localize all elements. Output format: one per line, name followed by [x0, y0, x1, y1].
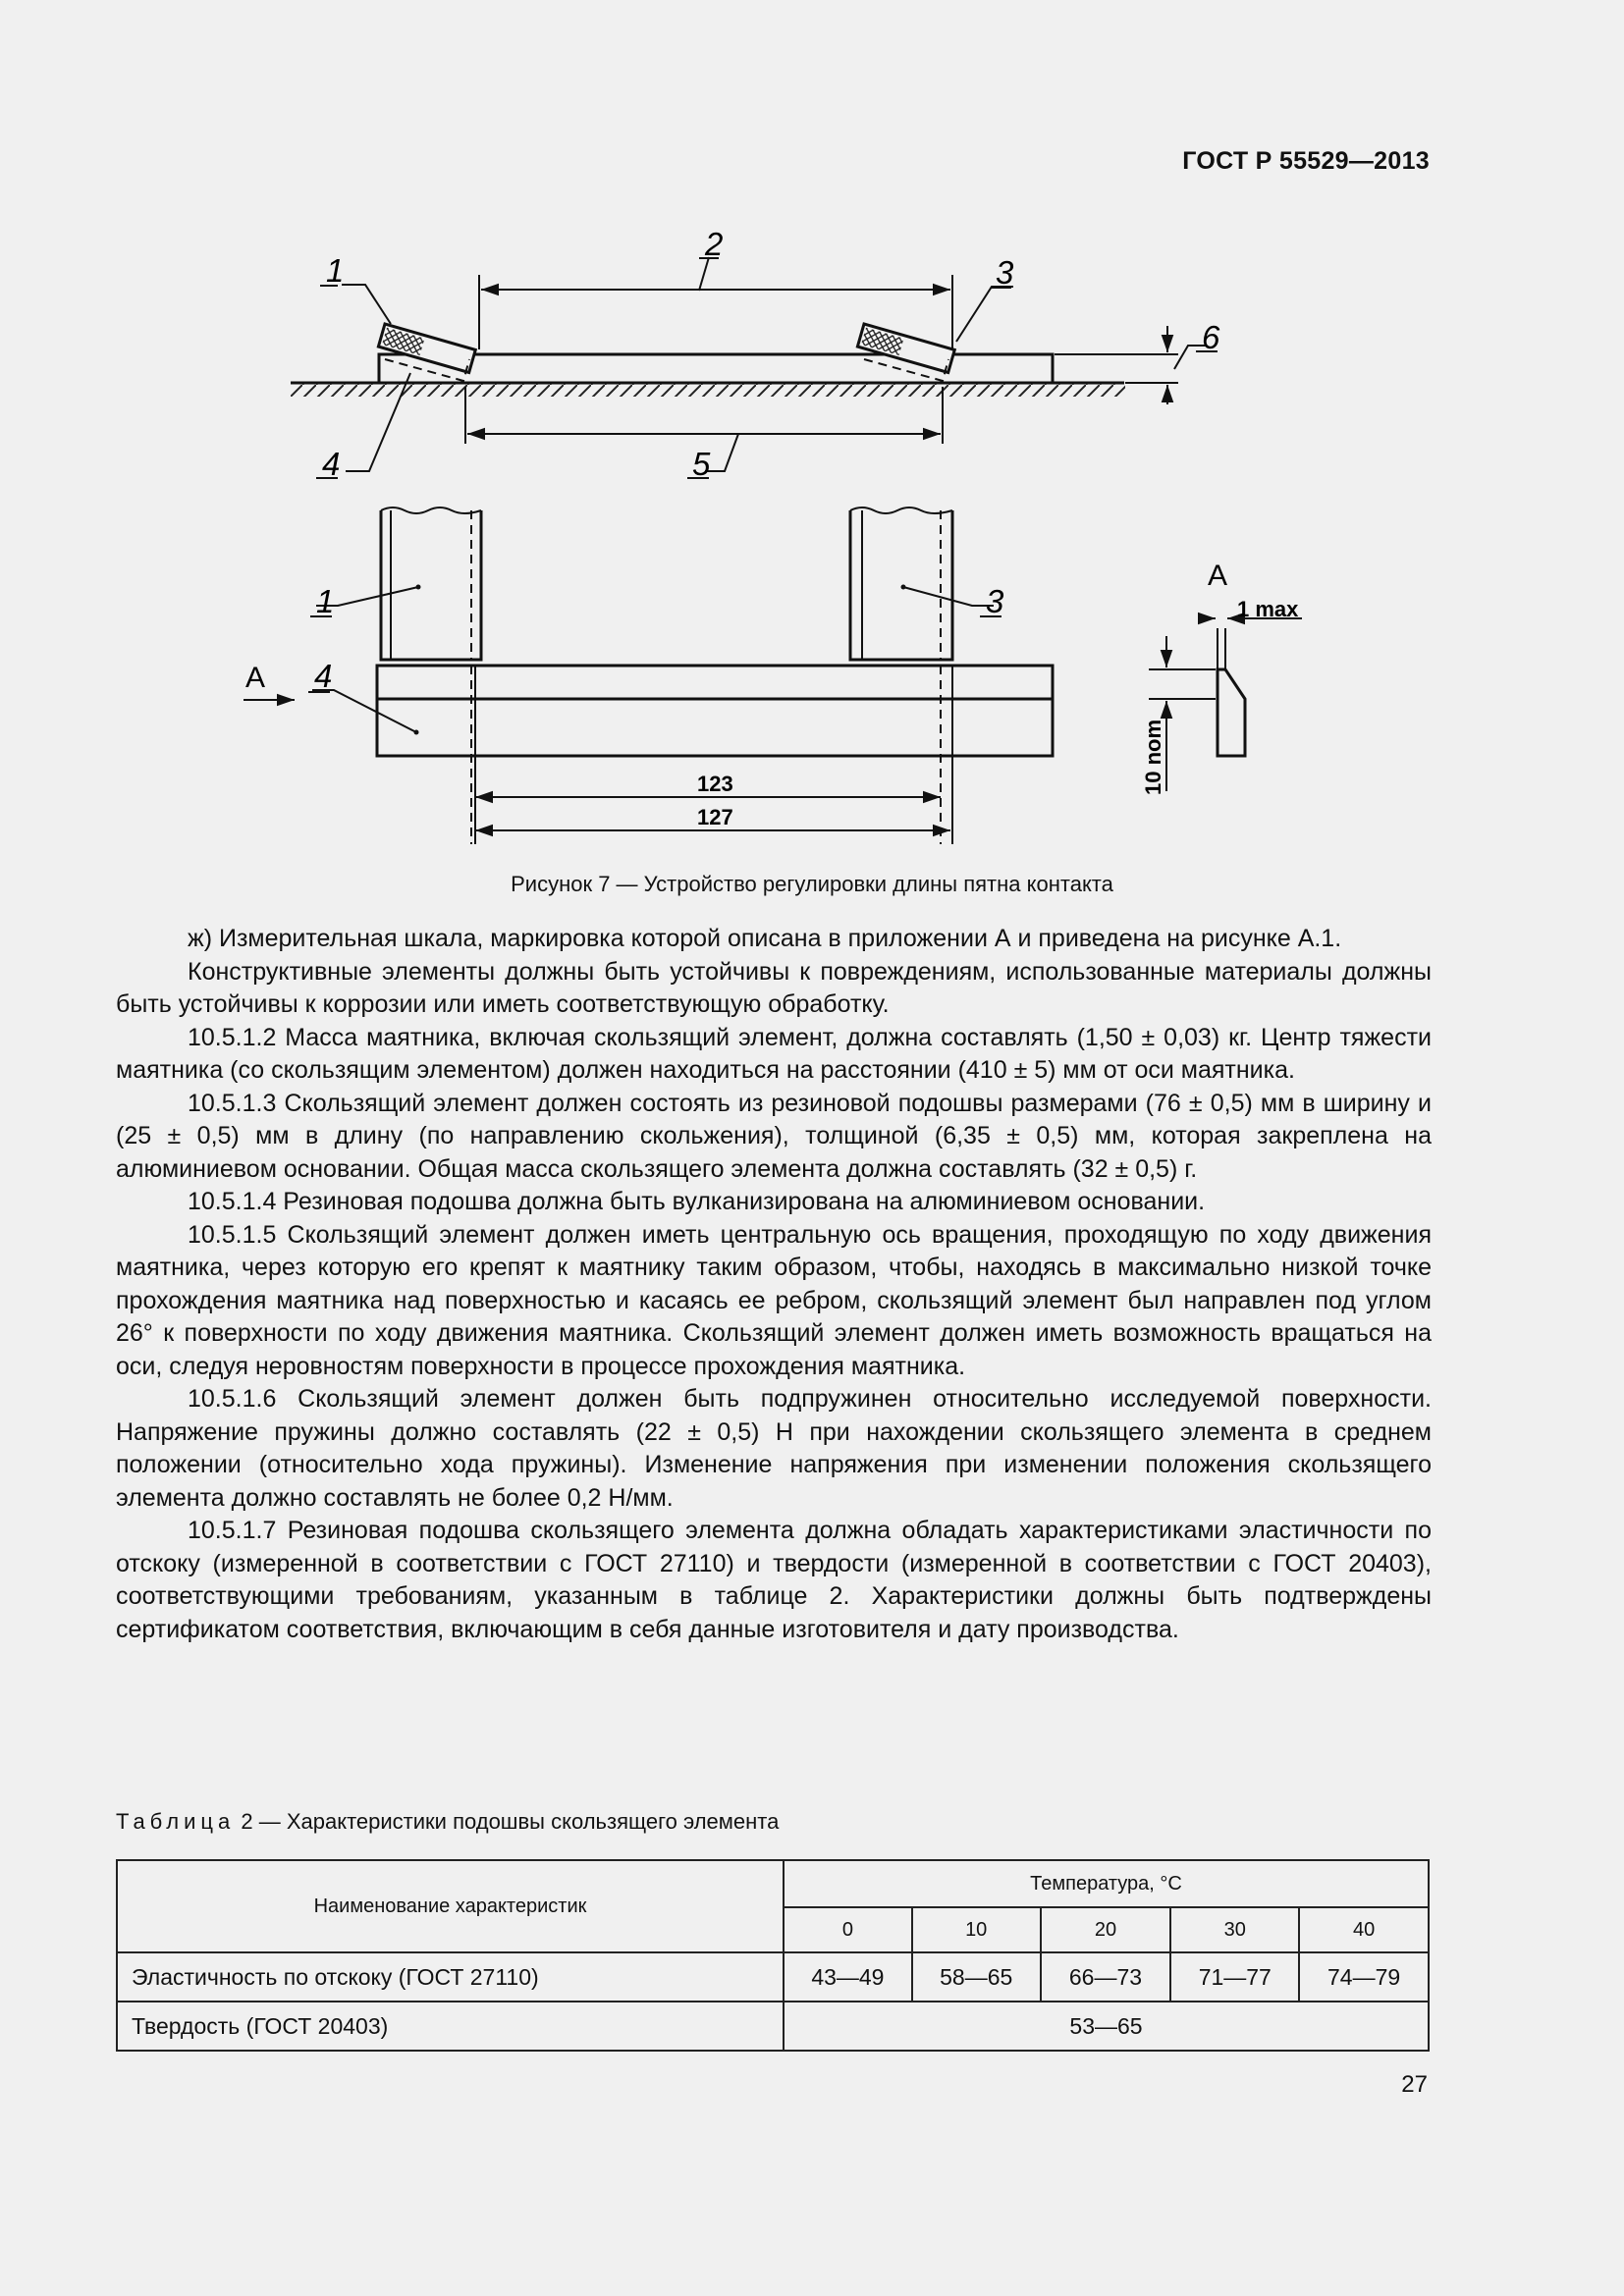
table-row-elasticity [117, 1952, 1429, 2002]
callout-2-side: 2 [705, 226, 724, 262]
cell-elasticity-40: 74—79 [1299, 1952, 1429, 2002]
dimension-127: 127 [697, 805, 733, 829]
callout-4-plan: 4 [314, 658, 333, 694]
paragraph-item-zh: ж) Измерительная шкала, маркировка которой описана в приложении А и приведена на рисунке А.1. [188, 925, 1342, 952]
row-hardness-name: Твердость (ГОСТ 20403) [117, 2002, 784, 2051]
slider-right-side [857, 324, 954, 373]
header-temp-40: 40 [1299, 1907, 1429, 1952]
view-letter-a-detail: A [1208, 560, 1228, 592]
table-row-hardness [117, 2002, 1429, 2051]
header-temperature: Температура, °С [784, 1860, 1429, 1907]
document-code-header: ГОСТ Р 55529—2013 [1182, 147, 1430, 175]
dimension-1-max: 1 max [1237, 597, 1299, 621]
paragraph-10-5-1-4: 10.5.1.4 Резиновая подошва должна быть вулканизирована на алюминиевом основании. [188, 1188, 1206, 1215]
paragraph-10-5-1-7: 10.5.1.7 Резиновая подошва скользящего элемента должна обладать характеристиками эластичности по отскоку (измеренной в соответствии с ГОСТ 27110) и твердости (измеренной в соответствии с ГОСТ 20403), соответствующими требованиям, указанным в таблице 2. Характеристики должны быть подтверждены сертификатом соответствия, включающим в себя данные изготовителя и дату производства. [116, 1517, 1432, 1643]
table-title [116, 1809, 779, 1835]
paragraph-10-5-1-6: 10.5.1.6 Скользящий элемент должен быть подпружинен относительно исследуемой поверхности. Напряжение пружины должно составлять (22 ± 0,5) Н при нахождении скользящего элемента в среднем положении (относительно хода пружины). Изменение напряжения при изменении положения скользящего элемента должно составлять не более 0,2 Н/мм. [116, 1385, 1432, 1512]
page-number: 27 [1401, 2071, 1428, 2098]
figure-caption: Рисунок 7 — Устройство регулировки длины пятна контакта [511, 872, 1113, 896]
plan-view [244, 507, 1053, 844]
side-view [291, 226, 1220, 482]
table-title-prefix: Таблица [116, 1809, 236, 1834]
callout-1-side: 1 [326, 252, 345, 289]
table-title-rest: 2 — Характеристики подошвы скользящего элемента [235, 1809, 780, 1834]
paragraph-10-5-1-5: 10.5.1.5 Скользящий элемент должен иметь центральную ось вращения, проходящую по ходу движения маятника, через которую его крепят к маятнику таким образом, чтобы, находясь в максимально низкой точке прохождения маятника над поверхностью и касаясь ее ребром, скользящий элемент был направлен под углом 26° к поверхности по ходу движения маятника. Скользящий элемент должен иметь возможность вращаться на оси, следуя неровностям поверхности в процессе прохождения маятника. [116, 1220, 1432, 1380]
dimension-10-nom: 10 nom [1141, 719, 1165, 795]
cell-elasticity-0: 43—49 [784, 1952, 912, 2002]
header-temp-20: 20 [1041, 1907, 1171, 1952]
header-temp-30: 30 [1170, 1907, 1299, 1952]
cell-elasticity-30: 71—77 [1170, 1952, 1299, 2002]
callout-3-plan: 3 [986, 583, 1004, 619]
paragraph-10-5-1-3: 10.5.1.3 Скользящий элемент должен состоять из резиновой подошвы размерами (76 ± 0,5) мм в ширину и (25 ± 0,5) мм в длину (по направлению скольжения), толщиной (6,35 ± 0,5) мм, которая закреплена на алюминиевом основании. Общая масса скользящего элемента должна составлять (32 ± 0,5) г. [116, 1089, 1432, 1183]
dimension-123: 123 [697, 772, 733, 796]
characteristics-table [116, 1859, 1430, 2052]
callout-3-side: 3 [996, 254, 1014, 291]
row-elasticity-name: Эластичность по отскоку (ГОСТ 27110) [117, 1952, 784, 2002]
callout-5-side: 5 [692, 446, 711, 482]
figure-7-drawing [0, 0, 1624, 864]
header-temp-0: 0 [784, 1907, 912, 1952]
paragraph-construction: Конструктивные элементы должны быть устойчивы к повреждениям, использованные материалы должны быть устойчивы к коррозии или иметь соответствующую обработку. [116, 957, 1432, 1018]
cell-hardness-value: 53—65 [784, 2002, 1429, 2051]
body-text [116, 923, 1432, 1646]
callout-6-side: 6 [1202, 319, 1220, 355]
header-characteristic-name: Наименование характеристик [117, 1860, 784, 1952]
slider-left-side [378, 324, 475, 373]
header-temp-10: 10 [912, 1907, 1041, 1952]
cell-elasticity-20: 66—73 [1041, 1952, 1171, 2002]
cell-elasticity-10: 58—65 [912, 1952, 1041, 2002]
base-plate-plan [377, 666, 1053, 756]
callout-1-plan: 1 [316, 583, 335, 619]
view-letter-a-arrow: A [245, 662, 266, 694]
paragraph-10-5-1-2: 10.5.1.2 Масса маятника, включая скользящий элемент, должна составлять (1,50 ± 0,03) кг. Центр тяжести маятника (со скользящим элементом) должен находиться на расстоянии (410 ± 5) мм от оси маятника. [116, 1023, 1432, 1084]
callout-4-side: 4 [322, 446, 341, 482]
detail-view-a [1141, 560, 1302, 795]
